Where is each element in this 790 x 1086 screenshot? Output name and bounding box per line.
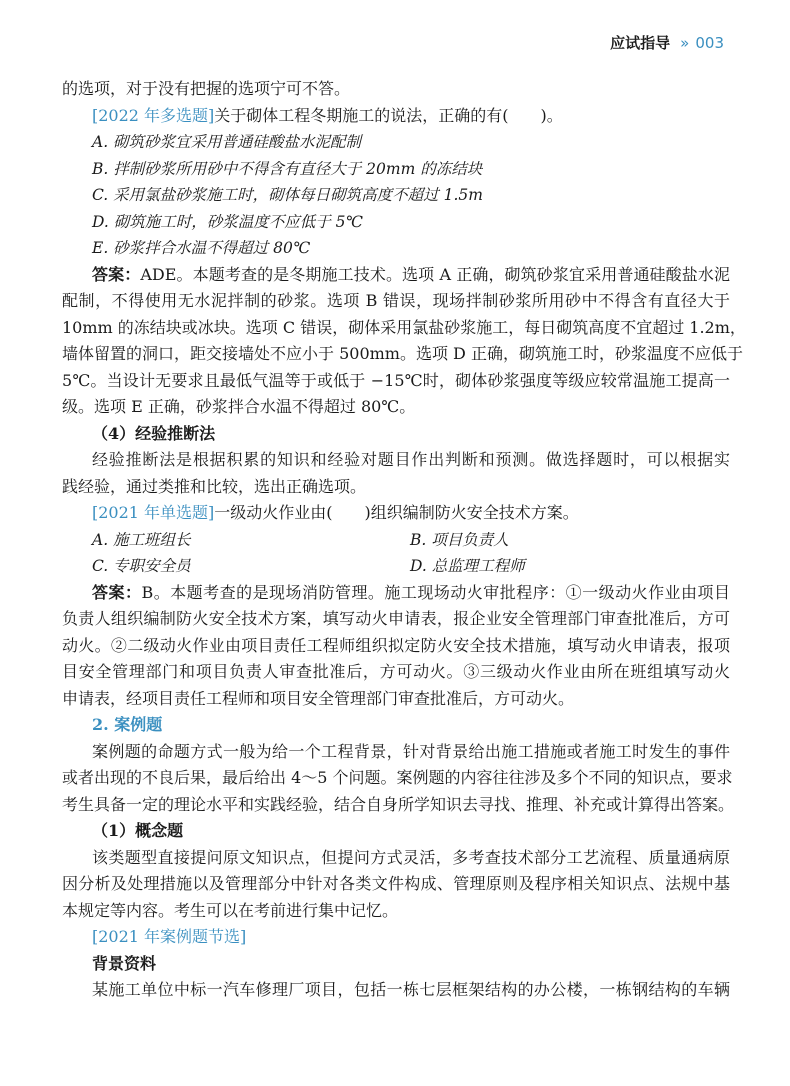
option-row: [62, 553, 730, 580]
paragraph-line: 某施工单位中标一汽车修理厂项目，包括一栋七层框架结构的办公楼，一栋钢结构的车辆: [92, 980, 730, 999]
option-row: [62, 527, 730, 554]
paragraph-line: 经验推断法是根据积累的知识和经验对题目作出判断和预测。做选择题时，可以根据实: [92, 450, 730, 469]
answer-line: [62, 262, 730, 289]
case-tag-line: [62, 924, 730, 951]
chevron-icon: »: [680, 33, 690, 52]
paragraph-line: 负责人组织编制防火安全技术方案，填写动火申请表，报企业安全管理部门审查批准后，方可: [62, 609, 730, 628]
paragraph-line: 目安全管理部门和项目负责人审查批准后，方可动火。③三级动火作业由所在班组填写动火: [62, 662, 730, 681]
option-item: D. 总监理工程师: [410, 557, 525, 575]
paragraph-line: 的选项，对于没有把握的选项宁可不答。: [62, 79, 351, 98]
paragraph-line: 申请表，经项目责任工程师和项目安全管理部门审查批准后，方可动火。: [62, 688, 575, 708]
subheading: 背景资料: [92, 953, 157, 973]
paragraph-line: 10mm 的冻结块或冰块。选项 C 错误，砌体采用氯盐砂浆施工，每日砌筑高度不宜超过 1.2m，: [62, 317, 746, 337]
page-header: [610, 32, 724, 53]
question-stem: [62, 500, 730, 527]
option-item: B. 项目负责人: [410, 530, 509, 549]
question-tag: [2022 年多选题]: [92, 105, 215, 125]
paragraph-line: 本规定等内容。考生可以在考前进行集中记忆。: [62, 900, 399, 920]
paragraph-line: 该类题型直接提问原文知识点，但提问方式灵活，多考查技术部分工艺流程、质量通病原: [92, 847, 730, 867]
option-item: A. 施工班组长: [92, 530, 191, 549]
question-text: 关于砌体工程冬期施工的说法，正确的有( )。: [214, 105, 563, 125]
answer-text: ADE。本题考查的是冬期施工技术。选项 A 正确，砌筑砂浆宜采用普通硅酸盐水泥: [140, 264, 730, 284]
page-body: [62, 76, 746, 1004]
section-title: 应试指导: [610, 34, 671, 52]
paragraph-line: 动火。②二级动火作业由项目责任工程师组织拟定防火安全技术措施，填写动火申请表，报项: [62, 635, 730, 655]
paragraph-line: 5℃。当设计无要求且最低气温等于或低于 −15℃时，砌体砂浆强度等级应较常温施工提高一: [62, 370, 730, 390]
paragraph-line: 案例题的命题方式一般为给一个工程背景，针对背景给出施工措施或者施工时发生的事件: [92, 741, 730, 761]
paragraph-line: 级。选项 E 正确，砂浆拌合水温不得超过 80℃。: [62, 397, 416, 416]
answer-label: 答案：: [92, 264, 141, 284]
answer-line: [62, 580, 730, 607]
paragraph-line: 因分析及处理措施以及管理部分中针对各类文件构成、管理原则及程序相关知识点、法规中基: [62, 874, 730, 893]
option-item: A. 砌筑砂浆宜采用普通硅酸盐水泥配制: [92, 133, 362, 151]
answer-label: 答案：: [92, 582, 142, 602]
question-stem: [62, 103, 730, 130]
option-item: E. 砂浆拌合水温不得超过 80℃: [92, 239, 311, 257]
paragraph-line: 墙体留置的洞口，距交接墙处不应小于 500mm。选项 D 正确，砌筑施工时，砂浆温度不应低于: [62, 344, 743, 363]
case-tag: [2021 年案例题节选]: [92, 927, 247, 946]
paragraph-line: 考生具备一定的理论水平和实践经验，结合自身所学知识去寻找、推理、补充或计算得出答案。: [62, 794, 735, 814]
paragraph-line: 践经验，通过类推和比较，选出正确选项。: [62, 476, 367, 496]
question-text: 一级动火作业由( )组织编制防火安全技术方案。: [214, 503, 579, 522]
page-number: 003: [695, 33, 724, 52]
option-item: C. 专职安全员: [92, 557, 191, 575]
answer-text: B。本题考查的是现场消防管理。施工现场动火审批程序：①一级动火作业由项目: [141, 582, 730, 602]
option-item: C. 采用氯盐砂浆施工时，砌体每日砌筑高度不超过 1.5m: [92, 186, 483, 204]
subheading: （4）经验推断法: [92, 423, 216, 443]
paragraph-line: 配制，不得使用无水泥拌制的砂浆。选项 B 错误，现场拌制砂浆所用砂中不得含有直径大于: [62, 291, 730, 310]
question-tag: [2021 年单选题]: [92, 503, 215, 522]
option-item: D. 砌筑施工时，砂浆温度不应低于 5℃: [92, 212, 363, 231]
section-heading: 2. 案例题: [92, 715, 163, 734]
option-item: B. 拌制砂浆所用砂中不得含有直径大于 20mm 的冻结块: [92, 159, 483, 178]
subheading: （1）概念题: [92, 821, 184, 840]
paragraph-line: 或者出现的不良后果，最后给出 4～5 个问题。案例题的内容往往涉及多个不同的知识点，要求: [62, 768, 733, 787]
